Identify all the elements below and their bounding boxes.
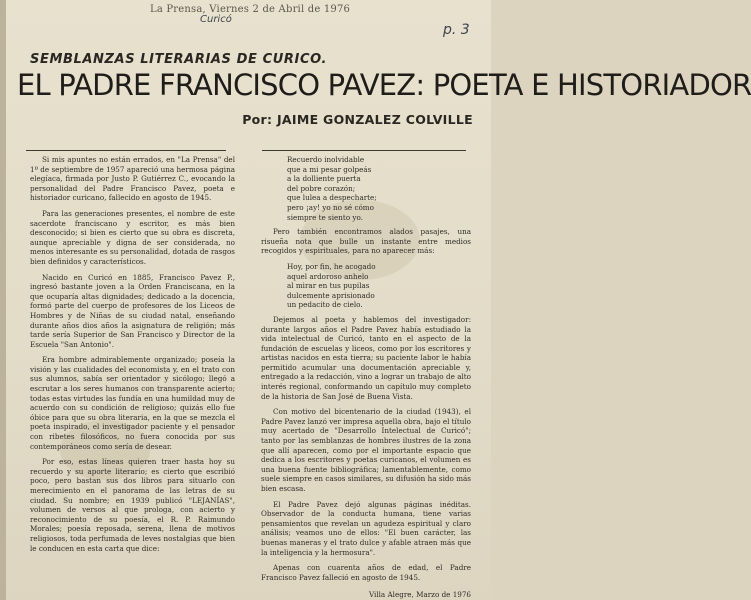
paragraph: Por eso, estas líneas quieren traer hasta hoy su recuerdo y su aporte literario; es cierto que escribió poco, pero bastan sus dos libros para situarlo con merecimiento en el panorama de las letras de su ciudad. Su nombre; en 1939 publicó "LEJANÍAS", volumen de versos al que prologa, con acierto y reconocimiento de su poesía, el R. P. Raimundo Morales; poesía reposada, serena, llena de motivos religiosos, toda perfumada de leves nostalgias que bien le conducen en esta carta que dice: <box>30 457 235 553</box>
masthead-date: La Prensa, Viernes 2 de Abril de 1976 <box>150 4 351 15</box>
paragraph: Dejemos al poeta y hablemos del investigador: durante largos años el Padre Pavez había estudiado la vida intelectual de Curicó, tanto en el aspecto de la fundación de escuelas y liceos, como por los escritores y artistas nacidos en esta tierra; su paciente labor le había permitido acumular una documentación apreciable y, entregado a la redacción, vino a lograr un trabajo de alto interés regional, conformando un capítulo muy completo de la historia de San José de Buena Vista. <box>261 314 471 401</box>
poem-line: del pobre corazón; <box>287 183 356 193</box>
article-title: EL PADRE FRANCISCO PAVEZ: POETA E HISTORIADOR <box>17 68 751 102</box>
paragraph: Nacido en Curicó en 1885, Francisco Pavez P., ingresó bastante joven a la Orden Franciscana, en la que ocuparía altas dignidades; dedicado a la docencia, formó parte del cuerpo de profesores de los Liceos de Hombres y de Niñas de su ciudad natal, enseñando durante años dios años la asignatura de religión; más tarde sería Superior de San Francisco y Director de la Escuela "San Antonio". <box>30 272 235 349</box>
paragraph: Con motivo del bicentenario de la ciudad (1943), el Padre Pavez lanzó ver impresa aquella obra, bajo el título muy acertado de "Desarrollo Intelectual de Curicó"; tanto por las semblanzas de hombres ilustres de la zona que allí aparecen, como por el importante espacio que dedica a los escritores y poetas curicanos, el volumen es una buena fuente bibliográfica; lamentablemente, como suele siempre en casos similares, su difusión ha sido más bien escasa. <box>261 407 471 493</box>
place-date-signature: Villa Alegre, Marzo de 1976 <box>368 590 471 600</box>
left-column <box>30 155 235 559</box>
column-rule <box>262 150 466 151</box>
page-edge <box>0 0 6 600</box>
paragraph: Apenas con cuarenta años de edad, el Padre Francisco Pavez falleció en agosto de 1945. <box>261 563 471 582</box>
poem-line: que lulea a despecharte; <box>287 193 377 203</box>
paragraph: El Padre Pavez dejó algunas páginas inéditas. Observador de la conducta humana, tiene varias pensamientos que revelan un agudeza espiritual y claro análisis; veamos uno de ellos: "El buen carácter, las buenas maneras y el trato dulce y afable atraen más que la inteligencia y la hermosura". <box>261 499 471 557</box>
poem-line: un pedacito de cielo. <box>287 300 363 310</box>
handwritten-page-number: p. 3 <box>443 22 470 38</box>
paragraph: Para las generaciones presentes, el nombre de este sacerdote franciscano y escritor, es más bien desconocido; si bien es cierto que su obra es discreta, aunque apreciable y digna de ser considerada, no menos interesante es su personalidad, dotada de rasgos bien definidos y característicos. <box>30 208 235 266</box>
paragraph: Si mis apuntes no están errados, en "La Prensa" del 1º de septiembre de 1957 apareció una hermosa página elegíaca, firmada por Justo P. Gutiérrez C., evocando la personalidad del Padre Francisco Pavez, poeta e historiador curicano, fallecido en agosto de 1945. <box>30 155 235 203</box>
poem-line: siempre te siento yo. <box>287 212 363 222</box>
article-byline: Por: JAIME GONZALEZ COLVILLE <box>242 112 473 127</box>
poem-line: a la dolliente puerta <box>287 174 361 184</box>
section-kicker: SEMBLANZAS LITERARIAS DE CURICO. <box>30 52 328 67</box>
poem-line: Recuerdo inolvidable <box>287 155 365 164</box>
poem-excerpt <box>261 155 471 222</box>
paragraph: Pero también encontramos alados pasajes, una risueña nota que bulle un instante entre medios recogidos y espirituales, para no aparecer más: <box>261 227 471 256</box>
right-column <box>261 155 471 600</box>
paragraph: Era hombre admirablemente organizado; poseía la visión y las cualidades del economista y, en el trato con sus alumnos, sabía ser orientador y sicólogo; llegó a escrutar a los seres humanos con transparente acierto; todas estas virtudes las fundía en una humildad muy de acuerdo con su condición de religioso; quizás ello fue óbice para que su obra literaria, en la que se mezcla el poeta inspirado, el investigador paciente y el pensador con ribetes filosóficos, no fuera conocida por sus contemporáneos como sería de desear. <box>30 355 235 451</box>
poem-line: que a mi pesar golpeás <box>287 164 372 174</box>
poem-line: Hoy, por fin, he acogado <box>287 261 376 271</box>
column-rule <box>26 150 226 151</box>
poem-line: dulcemente aprisionado <box>287 290 375 300</box>
handwritten-note: Curicó <box>200 14 232 25</box>
poem-line: aquel ardoroso anhelo <box>287 271 369 281</box>
poem-line: al mirar en tus pupilas <box>287 281 370 291</box>
poem-excerpt <box>261 262 471 310</box>
poem-line: pero ¡ay! yo no sé cómo <box>287 202 374 212</box>
